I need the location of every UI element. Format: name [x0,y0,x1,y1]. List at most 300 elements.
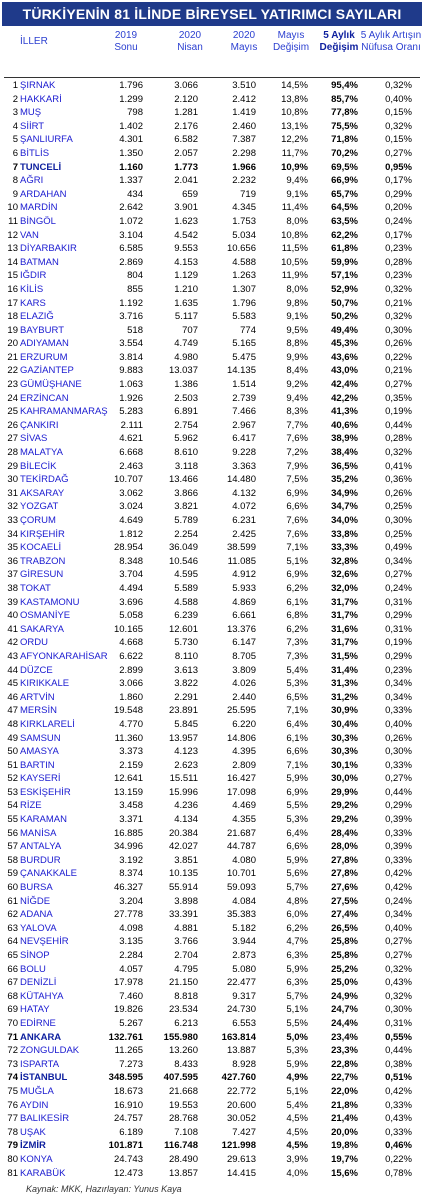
five-month-change: 29,9% [331,786,358,798]
five-month-change: 29,2% [331,814,358,826]
population-ratio: 0,24% [385,582,412,594]
value-2019: 132.761 [108,1031,143,1043]
table-row [0,1071,424,1085]
province-name: AYDIN [20,1099,49,1111]
value-2020-nisan: 3.613 [174,664,198,676]
table-row [0,935,424,949]
five-month-change: 31,7% [331,610,358,622]
row-number: 7 [12,161,18,173]
population-ratio: 0,44% [385,419,412,431]
value-2020-nisan: 6.239 [174,610,198,622]
value-2019: 1.402 [119,120,143,132]
five-month-change: 22,8% [331,1058,358,1070]
row-number: 32 [7,501,18,513]
may-change: 4,0% [286,1167,308,1179]
table-row [0,718,424,732]
value-2020-nisan: 4.881 [174,922,198,934]
population-ratio: 0,33% [385,705,412,717]
province-name: ESKİŞEHİR [20,786,71,798]
may-change: 6,3% [286,950,308,961]
value-2020-nisan: 6.213 [174,1017,198,1029]
may-change: 9,5% [286,324,308,336]
population-ratio: 0,23% [385,664,412,676]
value-2019: 3.135 [119,936,143,948]
population-ratio: 0,17% [385,229,412,241]
value-2020-nisan: 2.120 [174,93,198,105]
five-month-change: 34,9% [331,487,358,499]
may-change: 7,5% [286,474,308,486]
table-row [0,867,424,881]
value-2020-nisan: 12.601 [168,623,198,635]
may-change: 5,4% [286,1099,308,1111]
value-2019: 2.642 [119,202,143,214]
may-change: 7,1% [286,759,308,771]
population-ratio: 0,39% [385,841,412,853]
value-2020-nisan: 2.176 [174,120,198,132]
value-2020-mayis: 3.809 [232,664,256,676]
five-month-change: 32,8% [331,555,358,567]
five-month-change: 21,4% [331,1113,358,1125]
value-2020-nisan: 407.595 [163,1072,198,1084]
population-ratio: 0,32% [385,963,412,975]
five-month-change: 32,0% [331,582,358,594]
row-number: 15 [7,270,18,282]
five-month-change: 31,5% [331,650,358,662]
value-2019: 6.189 [119,1126,143,1138]
value-2020-nisan: 3.118 [174,460,198,472]
province-name: İZMİR [20,1140,46,1152]
value-2019: 1.350 [119,147,143,159]
value-2020-nisan: 6.891 [174,406,198,418]
population-ratio: 0,32% [385,447,412,459]
five-month-change: 20,0% [331,1126,358,1138]
value-2020-mayis: 22.772 [226,1085,256,1097]
may-change: 5,3% [286,814,308,826]
province-name: ANKARA [20,1031,62,1043]
five-month-change: 25,2% [331,963,358,975]
value-2020-mayis: 774 [240,324,256,336]
five-month-change: 31,6% [331,623,358,635]
province-name: ERZİNCAN [20,392,69,404]
value-2019: 855 [127,283,143,295]
five-month-change: 33,8% [331,528,358,540]
population-ratio: 0,33% [385,827,412,839]
row-number: 52 [7,773,18,785]
table-row [0,514,424,528]
value-2020-mayis: 5.080 [232,963,256,975]
table-row [0,1044,424,1058]
table-row [0,460,424,474]
may-change: 8,3% [286,406,308,418]
five-month-change: 31,7% [331,596,358,608]
may-change: 13,8% [281,93,308,105]
population-ratio: 0,40% [385,93,412,105]
five-month-change: 31,3% [331,678,358,690]
table-row [0,840,424,854]
five-month-change: 27,5% [331,895,358,907]
may-change: 13,1% [281,120,308,132]
value-2020-nisan: 55.914 [168,882,198,894]
value-2020-mayis: 6.231 [232,515,256,526]
value-2019: 3.024 [119,501,143,513]
value-2020-nisan: 33.391 [168,909,198,921]
may-change: 9,1% [286,311,308,323]
five-month-change: 25,0% [331,977,358,989]
province-name: HATAY [20,1004,50,1016]
header-2020m-year: 2020 [232,30,256,41]
province-name: KASTAMONU [20,596,80,608]
province-name: SAKARYA [20,623,65,635]
population-ratio: 0,22% [385,351,412,363]
province-name: TOKAT [20,582,51,594]
value-2019: 27.778 [113,909,143,921]
row-number: 75 [7,1085,18,1097]
five-month-change: 63,5% [331,215,358,227]
population-ratio: 0,44% [385,1045,412,1057]
value-2020-nisan: 4.749 [174,338,198,350]
table-row [0,188,424,202]
value-2020-nisan: 28.490 [168,1153,198,1165]
row-number: 21 [7,351,18,363]
value-2019: 1.299 [119,93,143,105]
table-row [0,1058,424,1072]
value-2020-nisan: 28.768 [168,1113,198,1125]
table-header [0,30,424,74]
header-2020n-sub: Nisan [177,42,203,53]
value-2019: 10.165 [113,623,143,635]
five-month-change: 62,2% [331,229,358,241]
value-2020-mayis: 29.613 [226,1153,256,1165]
value-2020-nisan: 3.851 [174,854,198,866]
table-row [0,133,424,147]
value-2019: 2.111 [120,419,143,431]
table-row [0,351,424,365]
value-2020-mayis: 7.387 [232,134,256,146]
province-name: ÇANKIRI [20,419,59,431]
value-2020-mayis: 24.730 [226,1004,256,1016]
population-ratio: 0,15% [385,107,412,119]
may-change: 9,9% [286,351,308,363]
value-2019: 18.673 [113,1085,143,1097]
value-2020-nisan: 3.822 [174,678,198,690]
header-divider [4,77,420,78]
population-ratio: 0,27% [385,379,412,391]
province-name: IĞDIR [20,270,47,282]
may-change: 11,4% [281,202,308,214]
table-row [0,378,424,392]
row-number: 4 [12,120,18,132]
table-row [0,419,424,433]
five-month-change: 70,2% [331,147,358,159]
value-2020-nisan: 9.553 [174,243,198,255]
value-2019: 11.360 [114,732,143,744]
five-month-change: 42,4% [331,379,358,391]
population-ratio: 0,20% [385,202,412,214]
province-name: ANTALYA [20,841,62,853]
may-change: 9,4% [286,392,308,404]
value-2020-mayis: 59.093 [226,882,256,894]
may-change: 7,6% [286,433,308,445]
table-row [0,1003,424,1017]
value-2019: 4.494 [119,582,143,594]
province-name: KAYSERİ [20,773,61,785]
province-name: SİİRT [20,120,45,132]
five-month-change: 30,3% [331,732,358,744]
five-month-change: 27,8% [331,854,358,866]
value-2020-nisan: 2.503 [174,392,198,404]
value-2019: 5.058 [119,610,143,622]
may-change: 5,7% [286,990,308,1002]
value-2019: 1.796 [119,80,143,91]
row-number: 53 [7,786,18,798]
table-row [0,541,424,555]
may-change: 5,1% [286,555,308,567]
province-name: KIRKLARELİ [20,718,75,730]
table-row [0,664,424,678]
five-month-change: 77,8% [331,107,358,119]
population-ratio: 0,30% [385,324,412,336]
value-2019: 434 [127,188,143,200]
value-2020-mayis: 5.034 [232,229,256,241]
population-ratio: 0,40% [385,718,412,730]
value-2019: 24.743 [113,1153,143,1165]
value-2020-nisan: 4.595 [174,569,198,581]
five-month-change: 23,4% [331,1031,358,1043]
province-name: BURDUR [20,854,61,866]
may-change: 5,5% [286,800,308,812]
may-change: 3,9% [286,1153,308,1165]
value-2020-nisan: 8.110 [174,650,198,662]
row-number: 16 [7,283,18,295]
row-number: 25 [7,406,18,418]
value-2020-mayis: 4.080 [232,854,256,866]
table-row [0,446,424,460]
may-change: 5,9% [286,963,308,975]
value-2019: 7.460 [119,990,143,1002]
province-name: BATMAN [20,256,59,268]
table-row [0,1017,424,1031]
row-number: 65 [7,950,18,961]
value-2020-mayis: 6.220 [232,718,256,730]
row-number: 5 [12,134,18,146]
table-row [0,337,424,351]
value-2020-mayis: 2.873 [232,950,256,961]
province-name: KONYA [20,1153,53,1165]
five-month-change: 71,8% [331,134,358,146]
header-2019-sub: Sonu [114,42,138,53]
value-2020-nisan: 1.623 [174,215,198,227]
value-2019: 3.204 [119,895,143,907]
province-name: NİĞDE [20,895,51,907]
row-number: 11 [8,215,18,227]
province-name: TUNCELİ [20,161,62,173]
table-row [0,269,424,283]
row-number: 22 [7,365,18,377]
five-month-change: 30,0% [331,773,358,785]
value-2019: 1.812 [119,528,143,540]
five-month-change: 30,9% [331,705,358,717]
value-2019: 34.996 [113,841,143,853]
row-number: 60 [7,882,18,894]
value-2020-mayis: 427.760 [221,1072,256,1084]
table-row [0,201,424,215]
value-2019: 1.337 [119,175,143,187]
may-change: 4,5% [286,1126,308,1138]
value-2019: 28.954 [113,542,143,554]
population-ratio: 0,23% [385,243,412,255]
table-row [0,106,424,120]
value-2019: 13.159 [113,786,143,798]
table-body [0,79,424,1180]
population-ratio: 0,32% [385,990,412,1002]
header-pop-b: Nüfusa Oranı [361,42,421,53]
table-row [0,1085,424,1099]
row-number: 68 [7,990,18,1002]
value-2020-nisan: 3.766 [174,936,198,948]
population-ratio: 0,26% [385,732,412,744]
population-ratio: 0,33% [385,1099,412,1111]
five-month-change: 95,4% [331,80,358,91]
row-number: 39 [7,596,18,608]
five-month-change: 43,0% [331,365,358,377]
row-number: 13 [7,243,18,255]
value-2020-mayis: 4.026 [232,678,256,690]
five-month-change: 66,9% [331,175,358,187]
may-change: 5,0% [286,1031,308,1043]
value-2019: 4.770 [119,718,143,730]
row-number: 19 [7,324,18,336]
value-2020-mayis: 1.307 [232,283,256,295]
may-change: 11,5% [281,243,308,255]
value-2020-nisan: 2.754 [174,419,198,431]
five-month-change: 25,8% [331,950,358,961]
row-number: 54 [7,800,18,812]
population-ratio: 0,29% [385,188,412,200]
may-change: 6,5% [286,691,308,703]
province-name: ARTVİN [20,691,55,703]
population-ratio: 0,42% [385,882,412,894]
value-2019: 3.104 [119,229,143,241]
population-ratio: 0,34% [385,909,412,921]
value-2020-mayis: 4.345 [232,202,256,214]
value-2020-nisan: 3.866 [174,487,198,499]
population-ratio: 0,34% [385,691,412,703]
population-ratio: 0,24% [385,895,412,907]
value-2019: 1.063 [119,379,143,391]
value-2020-nisan: 155.980 [163,1031,198,1043]
may-change: 8,0% [286,215,308,227]
province-name: KAHRAMANMARAŞ [20,406,108,418]
population-ratio: 0,43% [385,1113,412,1125]
value-2019: 4.057 [119,963,143,975]
value-2020-mayis: 35.383 [226,909,256,921]
value-2019: 1.926 [119,392,143,404]
value-2020-nisan: 20.384 [168,827,198,839]
value-2020-nisan: 5.789 [174,515,198,526]
value-2020-mayis: 8.928 [232,1058,256,1070]
header-may-b: Değişim [272,42,310,53]
five-month-change: 38,4% [331,447,358,459]
row-number: 58 [7,854,18,866]
row-number: 31 [7,487,18,499]
value-2020-mayis: 1.263 [232,270,256,282]
value-2020-nisan: 5.845 [174,718,198,730]
five-month-change: 24,4% [331,1017,358,1029]
may-change: 7,3% [286,650,308,662]
five-month-change: 38,9% [331,433,358,445]
table-row [0,364,424,378]
row-number: 23 [7,379,18,391]
population-ratio: 0,29% [385,610,412,622]
value-2020-nisan: 1.210 [174,283,198,295]
may-change: 7,6% [286,515,308,526]
may-change: 7,6% [286,528,308,540]
province-name: YOZGAT [20,501,59,513]
province-name: GÜMÜŞHANE [20,379,82,391]
value-2020-nisan: 5.589 [174,582,198,594]
table-row [0,120,424,134]
population-ratio: 0,28% [385,433,412,445]
population-ratio: 0,31% [385,596,412,608]
row-number: 77 [7,1113,18,1125]
five-month-change: 31,2% [331,691,358,703]
table-row [0,895,424,909]
value-2020-nisan: 707 [182,324,198,336]
value-2019: 3.696 [119,596,143,608]
value-2020-mayis: 16.427 [226,773,256,785]
value-2020-nisan: 4.795 [174,963,198,975]
table-row [0,93,424,107]
value-2020-mayis: 121.998 [221,1140,256,1152]
five-month-change: 26,5% [331,922,358,934]
value-2020-mayis: 1.796 [232,297,256,309]
value-2020-mayis: 7.466 [232,406,256,418]
province-name: HAKKARİ [20,93,62,105]
value-2019: 3.371 [119,814,143,826]
may-change: 5,9% [286,1058,308,1070]
province-name: MUŞ [20,107,42,119]
table-row [0,242,424,256]
value-2019: 348.595 [108,1072,143,1084]
value-2020-mayis: 2.460 [232,120,256,132]
value-2019: 6.622 [119,650,143,662]
province-name: BİLECİK [20,460,57,472]
table-row [0,174,424,188]
header-2020n-year: 2020 [178,30,202,41]
value-2019: 11.265 [114,1045,143,1057]
value-2020-nisan: 5.962 [174,433,198,445]
five-month-change: 32,6% [331,569,358,581]
population-ratio: 0,27% [385,569,412,581]
table-row [0,1139,424,1153]
value-2019: 3.373 [119,746,143,758]
row-number: 46 [7,691,18,703]
five-month-change: 24,7% [331,1004,358,1016]
population-ratio: 0,55% [385,1031,412,1043]
row-number: 78 [7,1126,18,1138]
population-ratio: 0,40% [385,922,412,934]
table-row [0,1112,424,1126]
value-2019: 24.757 [113,1113,143,1125]
table-row [0,704,424,718]
row-number: 76 [7,1099,18,1111]
table-row [0,854,424,868]
value-2020-mayis: 5.475 [232,351,256,363]
row-number: 34 [7,528,18,540]
five-month-change: 29,2% [331,800,358,812]
value-2020-nisan: 1.129 [174,270,198,282]
five-month-change: 57,1% [331,270,358,282]
